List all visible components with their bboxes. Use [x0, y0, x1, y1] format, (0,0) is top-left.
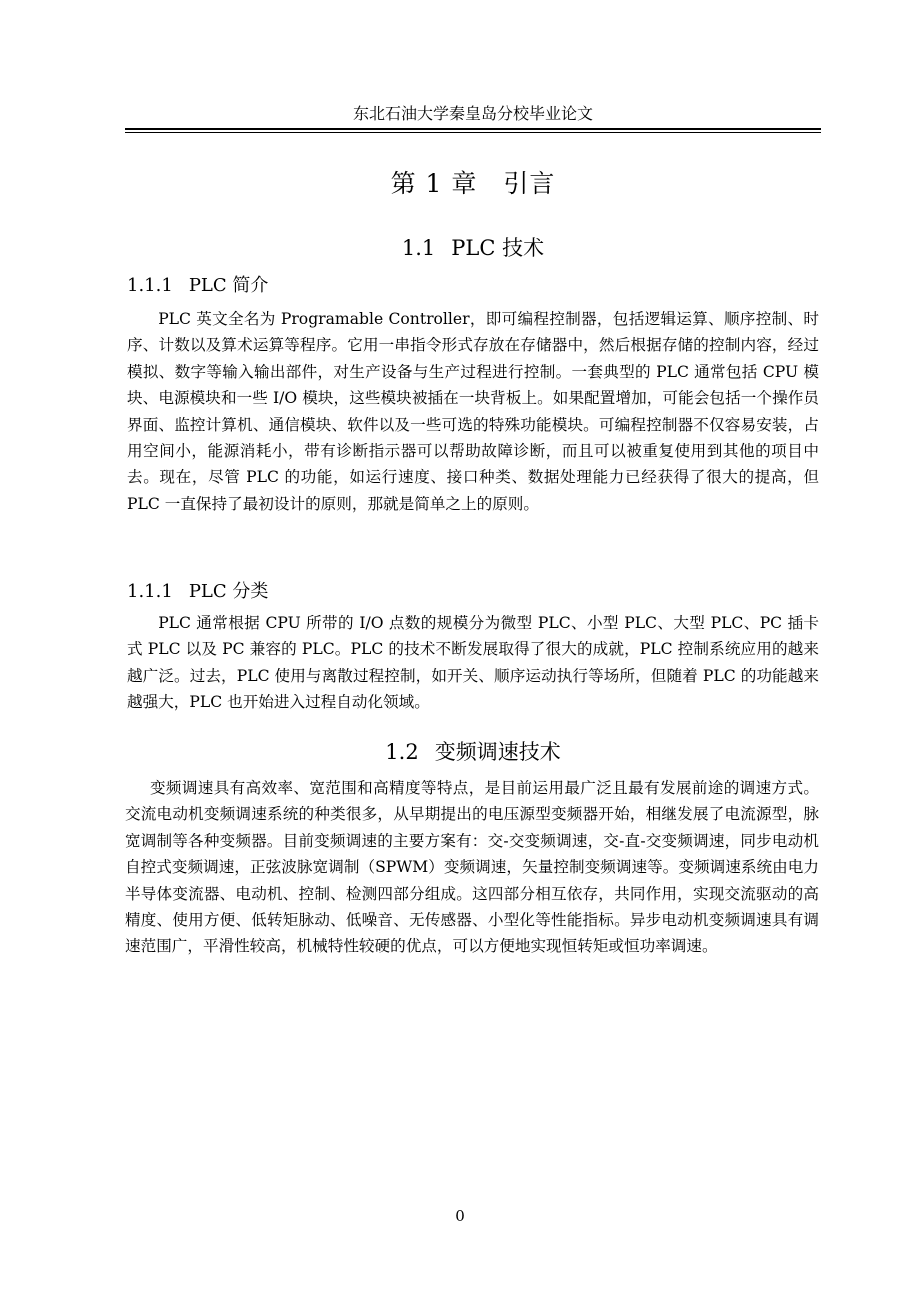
- page-number: 0: [455, 1207, 465, 1225]
- subsection-heading-plc-intro: [127, 272, 268, 300]
- subsection-number: 1.1.1: [127, 275, 173, 296]
- paragraph-plc-intro: PLC 英文全名为 Programable Controller，即可编程控制器，包括逻辑运算、顺序控制、时序、计数以及算术运算等程序。它用一串指令形式存放在存储器中，然后根据存储的控制内容，经过模拟、数字等输入输出部件，对生产设备与生产过程进行控制。一套典型的 PLC 通常包括 CPU 模块、电源模块和一些 I/O 模块，这些模块被插在一块背板上。如果配置增加，可能会包括一个操作员界面、监控计算机、通信模块、软件以及一些可选的特殊功能模块。可编程控制器不仅容易安装，占用空间小，能源消耗小，带有诊断指示器可以帮助故障诊断，而且可以被重复使用到其他的项目中去。现在，尽管 PLC 的功能，如运行速度、接口种类、数据处理能力已经获得了很大的提高，但 PLC 一直保持了最初设计的原则，那就是简单之上的原则。: [127, 310, 819, 513]
- section-number: 1.2: [385, 740, 419, 764]
- paragraph-plc-classification: PLC 通常根据 CPU 所带的 I/O 点数的规模分为微型 PLC、小型 PLC、大型 PLC、PC 插卡式 PLC 以及 PC 兼容的 PLC。PLC 的技术不断发展取得了很大的成就，PLC 控制系统应用的越来越广泛。过去，PLC 使用与离散过程控制，如开关、顺序运动执行等场所，但随着 PLC 的功能越来越强大，PLC 也开始进入过程自动化领域。: [127, 614, 819, 712]
- section-title-text: 变频调速技术: [434, 740, 561, 764]
- running-header: 东北石油大学秦皇岛分校毕业论文: [352, 104, 593, 123]
- header-rule-thin: [125, 132, 821, 133]
- paragraph-vfd: 变频调速具有高效率、宽范围和高精度等特点，是目前运用最广泛且最有发展前途的调速方式。交流电动机变频调速系统的种类很多，从早期提出的电压源型变频器开始，相继发展了电流源型，脉宽调制等各种变频器。目前变频调速的主要方案有：交-交变频调速，交-直-交变频调速，同步电动机自控式变频调速，正弦波脉宽调制（SPWM）变频调速，矢量控制变频调速等。变频调速系统由电力半导体变流器、电动机、控制、检测四部分组成。这四部分相互依存，共同作用，实现交流驱动的高精度、使用方便、低转矩脉动、低噪音、无传感器、小型化等性能指标。异步电动机变频调速具有调速范围广，平滑性较高，机械特性较硬的优点，可以方便地实现恒转矩或恒功率调速。: [125, 779, 819, 956]
- section-number: 1.1: [401, 236, 436, 260]
- section-title-text: PLC 技术: [451, 236, 545, 260]
- chapter-title: 第 1 章 引言: [390, 169, 556, 198]
- subsection-title-text: PLC 分类: [188, 581, 269, 602]
- header-rule-thick: [125, 128, 821, 130]
- subsection-heading-plc-classification: [127, 578, 268, 606]
- subsection-title-text: PLC 简介: [188, 275, 269, 296]
- subsection-number: 1.1.1: [127, 581, 173, 602]
- section-heading-1-1: [125, 232, 821, 264]
- section-heading-1-2: [125, 736, 821, 768]
